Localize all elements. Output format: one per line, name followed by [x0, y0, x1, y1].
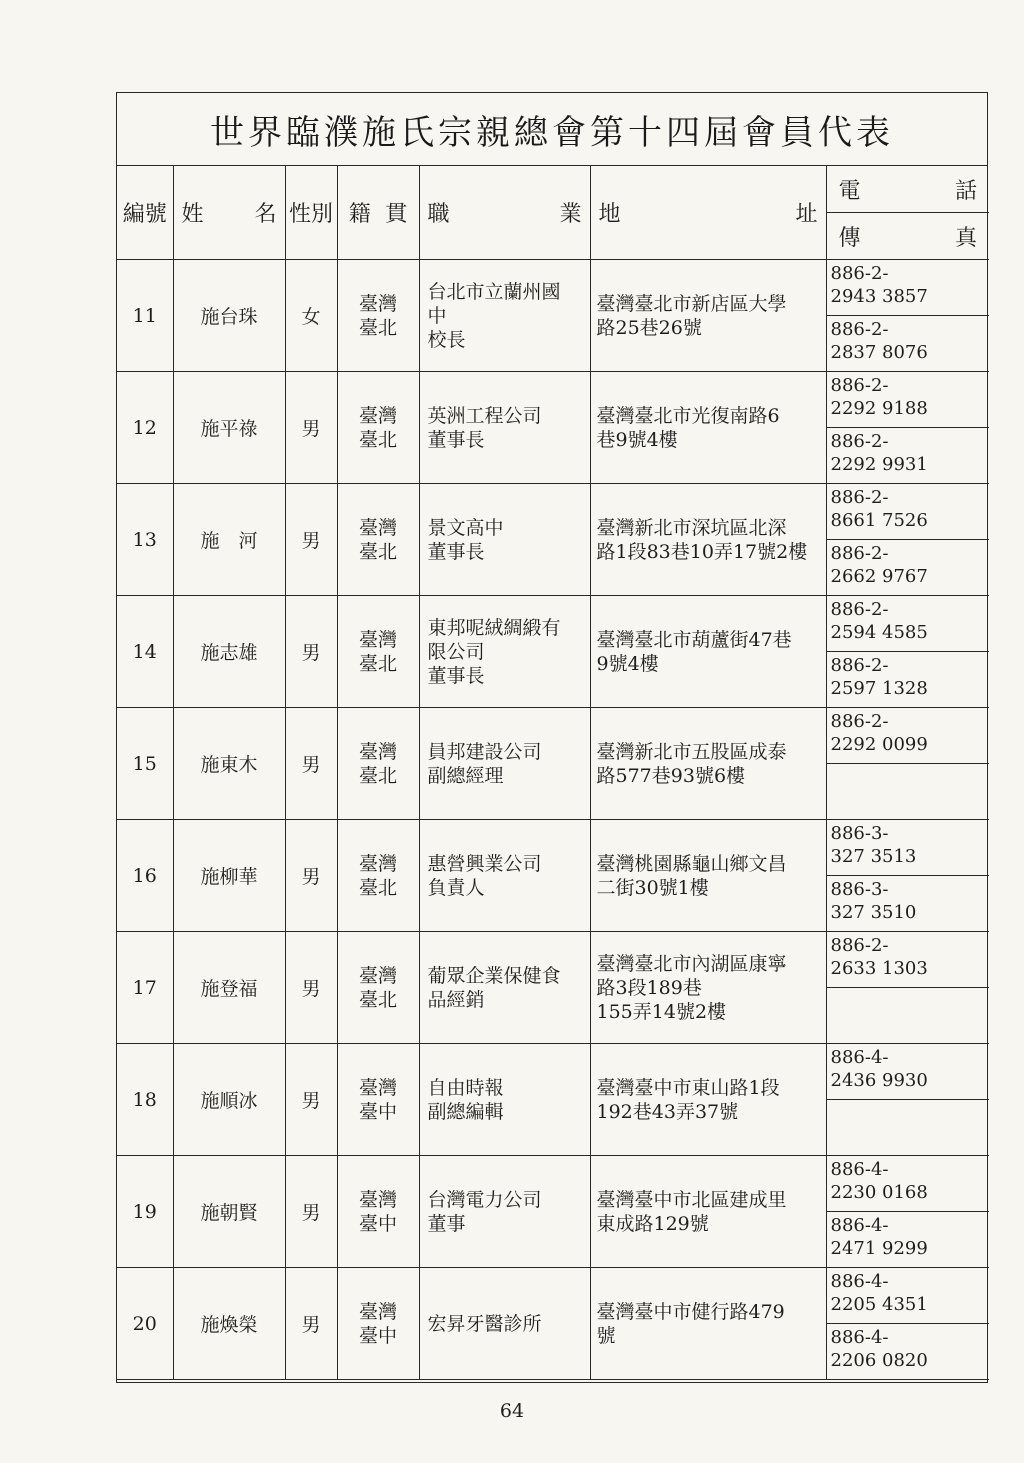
member-fax: 886-4- 2206 0820 [826, 1324, 989, 1380]
member-sex: 男 [285, 1268, 337, 1380]
header-no: 編號 [117, 166, 173, 260]
member-origin: 臺灣 臺北 [337, 484, 419, 596]
member-name: 施東木 [173, 708, 285, 820]
member-address: 臺灣臺北市光復南路6 巷9號4樓 [590, 372, 826, 484]
member-sex: 男 [285, 1044, 337, 1156]
table-row [117, 372, 989, 428]
member-tel: 886-2- 2943 3857 [826, 260, 989, 316]
member-table-frame [116, 92, 988, 1383]
member-sex: 男 [285, 372, 337, 484]
member-job: 景文高中 董事長 [419, 484, 590, 596]
member-no: 17 [117, 932, 173, 1044]
member-no: 19 [117, 1156, 173, 1268]
member-job: 員邦建設公司 副總經理 [419, 708, 590, 820]
member-name: 施平祿 [173, 372, 285, 484]
member-address: 臺灣臺北市新店區大學 路25巷26號 [590, 260, 826, 372]
member-address: 臺灣臺北市葫蘆街47巷 9號4樓 [590, 596, 826, 708]
member-fax [826, 764, 989, 820]
member-job: 自由時報 副總編輯 [419, 1044, 590, 1156]
header-row [117, 166, 989, 213]
member-no: 11 [117, 260, 173, 372]
member-tel: 886-3- 327 3513 [826, 820, 989, 876]
member-address: 臺灣臺中市東山路1段 192巷43弄37號 [590, 1044, 826, 1156]
member-origin: 臺灣 臺北 [337, 372, 419, 484]
member-job: 惠營興業公司 負責人 [419, 820, 590, 932]
table-row [117, 932, 989, 988]
member-tel: 886-4- 2230 0168 [826, 1156, 989, 1212]
member-origin: 臺灣 臺北 [337, 932, 419, 1044]
member-table [117, 166, 989, 1380]
member-no: 13 [117, 484, 173, 596]
header-job: 職 業 [419, 166, 590, 260]
member-sex: 男 [285, 820, 337, 932]
page-number: 64 [499, 1400, 525, 1422]
member-no: 16 [117, 820, 173, 932]
member-job: 台灣電力公司 董事 [419, 1156, 590, 1268]
document-title: 世界臨濮施氏宗親總會第十四屆會員代表 [117, 93, 987, 166]
member-tel: 886-2- 2633 1303 [826, 932, 989, 988]
member-name: 施順冰 [173, 1044, 285, 1156]
member-fax: 886-2- 2837 8076 [826, 316, 989, 372]
table-row [117, 596, 989, 652]
member-name: 施登福 [173, 932, 285, 1044]
member-origin: 臺灣 臺北 [337, 260, 419, 372]
member-name: 施志雄 [173, 596, 285, 708]
member-origin: 臺灣 臺北 [337, 820, 419, 932]
member-sex: 男 [285, 484, 337, 596]
member-fax: 886-4- 2471 9299 [826, 1212, 989, 1268]
member-tel: 886-4- 2436 9930 [826, 1044, 989, 1100]
member-job: 英洲工程公司 董事長 [419, 372, 590, 484]
member-tel: 886-2- 8661 7526 [826, 484, 989, 540]
member-fax [826, 988, 989, 1044]
member-sex: 男 [285, 932, 337, 1044]
member-name: 施煥榮 [173, 1268, 285, 1380]
member-fax: 886-2- 2292 9931 [826, 428, 989, 484]
member-job: 台北市立蘭州國 中 校長 [419, 260, 590, 372]
member-fax: 886-2- 2597 1328 [826, 652, 989, 708]
member-tel: 886-4- 2205 4351 [826, 1268, 989, 1324]
member-sex: 男 [285, 1156, 337, 1268]
member-no: 20 [117, 1268, 173, 1380]
member-fax: 886-3- 327 3510 [826, 876, 989, 932]
member-fax [826, 1100, 989, 1156]
member-sex: 女 [285, 260, 337, 372]
member-sex: 男 [285, 596, 337, 708]
member-address: 臺灣臺中市北區建成里 東成路129號 [590, 1156, 826, 1268]
table-row [117, 260, 989, 316]
member-name: 施柳華 [173, 820, 285, 932]
header-origin: 籍 貫 [337, 166, 419, 260]
table-row [117, 708, 989, 764]
member-name: 施 河 [173, 484, 285, 596]
header-fax: 傳 真 [826, 213, 989, 260]
header-name: 姓 名 [173, 166, 285, 260]
member-no: 14 [117, 596, 173, 708]
member-job: 葡眾企業保健食 品經銷 [419, 932, 590, 1044]
member-origin: 臺灣 臺中 [337, 1044, 419, 1156]
member-fax: 886-2- 2662 9767 [826, 540, 989, 596]
member-sex: 男 [285, 708, 337, 820]
member-address: 臺灣新北市深坑區北深 路1段83巷10弄17號2樓 [590, 484, 826, 596]
member-job: 宏昇牙醫診所 [419, 1268, 590, 1380]
member-tel: 886-2- 2292 9188 [826, 372, 989, 428]
table-row [117, 1268, 989, 1324]
member-origin: 臺灣 臺中 [337, 1268, 419, 1380]
member-origin: 臺灣 臺北 [337, 708, 419, 820]
table-row [117, 820, 989, 876]
table-row [117, 1044, 989, 1100]
member-address: 臺灣新北市五股區成泰 路577巷93號6樓 [590, 708, 826, 820]
member-tel: 886-2- 2594 4585 [826, 596, 989, 652]
member-origin: 臺灣 臺中 [337, 1156, 419, 1268]
member-address: 臺灣桃園縣龜山鄉文昌 二街30號1樓 [590, 820, 826, 932]
member-origin: 臺灣 臺北 [337, 596, 419, 708]
member-name: 施朝賢 [173, 1156, 285, 1268]
header-tel: 電 話 [826, 166, 989, 213]
member-tel: 886-2- 2292 0099 [826, 708, 989, 764]
member-no: 12 [117, 372, 173, 484]
member-address: 臺灣臺北市內湖區康寧 路3段189巷 155弄14號2樓 [590, 932, 826, 1044]
member-name: 施台珠 [173, 260, 285, 372]
member-address: 臺灣臺中市健行路479 號 [590, 1268, 826, 1380]
table-row [117, 484, 989, 540]
header-address: 地 址 [590, 166, 826, 260]
member-no: 15 [117, 708, 173, 820]
table-row [117, 1156, 989, 1212]
member-job: 東邦呢絨綢緞有 限公司 董事長 [419, 596, 590, 708]
member-no: 18 [117, 1044, 173, 1156]
header-sex: 性別 [285, 166, 337, 260]
